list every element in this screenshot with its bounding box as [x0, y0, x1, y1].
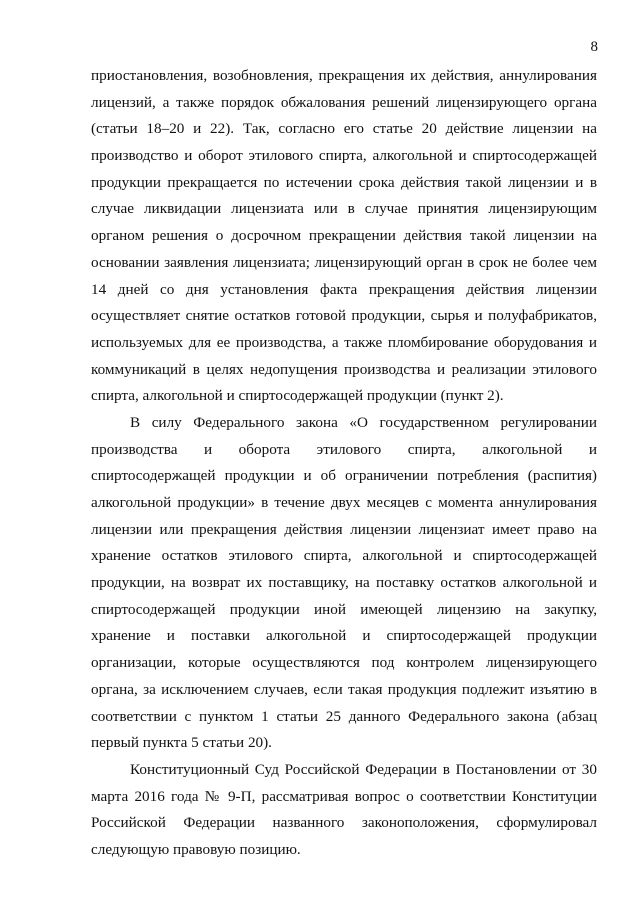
text-line: марта 2016 года № 9-П, рассматривая вопрос о соответствии Конституции [91, 787, 597, 805]
page-number: 8 [590, 39, 598, 55]
paragraph-3 [91, 757, 597, 864]
text-line: используемых для ее производства, а также пломбирование оборудования и [91, 333, 597, 351]
paragraph-1 [91, 63, 597, 410]
text-line: органа, за исключением случаев, если такая продукция подлежит изъятию в [91, 680, 597, 698]
text-line: спиртосодержащей продукции и об ограничении потребления (распития) [91, 467, 597, 485]
text-line: соответствии с пунктом 1 статьи 25 данного Федерального закона (абзац [91, 707, 597, 725]
text-line: органом решения о досрочном прекращении действия такой лицензии на [91, 227, 597, 245]
text-line: случае ликвидации лицензиата или в случае принятия лицензирующим [91, 200, 597, 218]
text-line: следующую правовую позицию. [91, 840, 301, 858]
text-line: производства и оборота этилового спирта, алкогольной и [91, 440, 597, 458]
paragraph-2 [91, 410, 597, 757]
text-line: Российской Федерации названного законоположения, сформулировал [91, 814, 597, 832]
text-line: В силу Федерального закона «О государственном регулировании [130, 413, 597, 431]
text-line: осуществляет снятие остатков готовой продукции, сырья и полуфабрикатов, [91, 307, 597, 325]
text-line: спирта, алкогольной и спиртосодержащей продукции (пункт 2). [91, 387, 504, 405]
document-body [91, 63, 597, 864]
text-line: лицензий, а также порядок обжалования решений лицензирующего органа [91, 93, 597, 111]
text-line: приостановления, возобновления, прекращения их действия, аннулирования [91, 67, 597, 84]
text-line: коммуникаций в целях недопущения производства и реализации этилового [91, 360, 597, 378]
text-line: 14 дней со дня установления факта прекращения действия лицензии [91, 280, 597, 298]
text-line: основании заявления лицензиата; лицензирующий орган в срок не более чем [91, 253, 597, 271]
text-line: Конституционный Суд Российской Федерации в Постановлении от 30 [130, 760, 597, 778]
text-line: продукции прекращается по истечении срока действия такой лицензии и в [91, 173, 597, 191]
text-line: (статьи 18–20 и 22). Так, согласно его статье 20 действие лицензии на [91, 120, 597, 138]
text-line: спиртосодержащей продукции иной имеющей лицензию на закупку, [91, 600, 597, 618]
text-line: алкогольной продукции» в течение двух месяцев с момента аннулирования [91, 494, 597, 511]
text-line: хранение остатков этилового спирта, алкогольной и спиртосодержащей [91, 547, 597, 565]
text-line: организации, которые осуществляются под контролем лицензирующего [91, 654, 597, 672]
text-line: производство и оборот этилового спирта, алкогольной и спиртосодержащей [91, 147, 597, 165]
text-line: лицензии или прекращения действия лицензии лицензиат имеет право на [91, 520, 597, 538]
text-line: продукции, на возврат их поставщику, на поставку остатков алкогольной и [91, 574, 597, 592]
text-line: хранение и поставки алкогольной и спиртосодержащей продукции [91, 627, 597, 645]
text-line: первый пункта 5 статьи 20). [91, 734, 272, 752]
